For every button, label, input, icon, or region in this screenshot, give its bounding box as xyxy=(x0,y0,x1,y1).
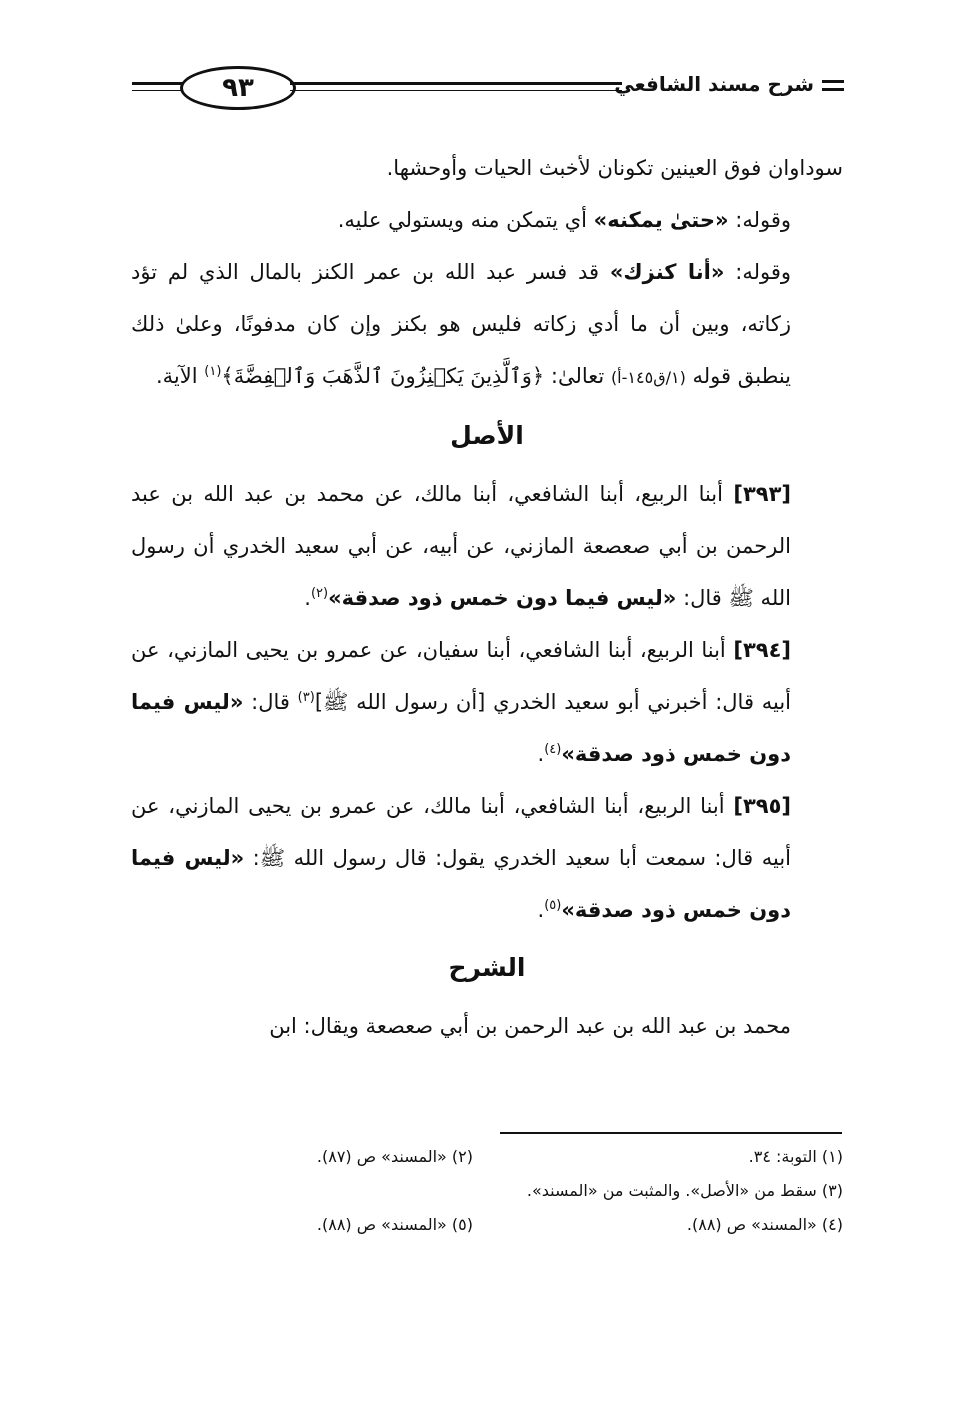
commentary-start: محمد بن عبد الله بن عبد الرحمن بن أبي صعصعة ويقال: ابن xyxy=(269,1014,791,1038)
paragraph-continuation: سوداوان فوق العينين تكونان لأخبث الحيات وأوحشها. xyxy=(386,156,843,180)
header-rule-middle xyxy=(290,82,622,85)
footnote-row xyxy=(131,1140,843,1174)
page-number-badge xyxy=(180,66,296,110)
footnote-1: (١) التوبة: ٣٤. xyxy=(748,1147,843,1166)
hadith-395: [٣٩٥] أبنا الربيع، أبنا الشافعي، أبنا مالك، عن عمرو بن يحيى المازني، عن أبيه قال: سمعت أبا سعيد الخدري يقول: قال رسول الله ﷺ: «ليس فيما دون خمس ذود صدقة»$^{(٥)}$. xyxy=(131,794,791,922)
quoted-phrase: «حتىٰ يمكنه» xyxy=(593,208,729,232)
hadith-quote: «ليس فيما دون خمس ذود صدقة» xyxy=(131,690,791,766)
footnote-2: (٢) «المسند» ص (٨٧). xyxy=(316,1147,473,1166)
page-number: ٩٣ xyxy=(222,73,254,103)
footnote-5: (٥) «المسند» ص (٨٨). xyxy=(316,1215,473,1234)
footnote-3: (٣) سقط من «الأصل». والمثبت من «المسند». xyxy=(526,1181,843,1200)
hadith-394: [٣٩٤] أبنا الربيع، أبنا الشافعي، أبنا سفيان، عن عمرو بن يحيى المازني، عن أبيه قال: أخبرني أبو سعيد الخدري [أن رسول الله ﷺ]$^{(٣)}$ قال: «ليس فيما دون خمس ذود صدقة»$^{(٤)}$. xyxy=(131,638,792,766)
footnote-separator xyxy=(500,1132,842,1134)
footnotes xyxy=(131,1140,843,1242)
paragraph-kanz: وقوله: «أنا كنزك» قد فسر عبد الله بن عمر الكنز بالمال الذي لم تؤد زكاته، وبين أن ما أدي زكاته فليس هو بكنز وإن كان مدفونًا، وعلىٰ ذلك ينطبق قوله (١/ق١٤٥-أ) تعالىٰ: ﴿وَٱلَّذِينَ يَكۡنِزُونَ ٱلذَّهَبَ وَٱلۡفِضَّةَ﴾$^{(١)}$ الآية. xyxy=(131,260,792,388)
footnote-ref: (٥) xyxy=(544,898,562,913)
hadith-393: [٣٩٣] أبنا الربيع، أبنا الشافعي، أبنا مالك، عن محمد بن عبد الله بن عبد الرحمن بن أبي صعصعة المازني، عن أبيه، عن أبي سعيد الخدري أن رسول الله ﷺ قال: «ليس فيما دون خمس ذود صدقة»$^{(٢)}$. xyxy=(131,482,791,610)
manuscript-marker: (١/ق١٤٥-أ) xyxy=(610,368,686,387)
hadith-quote: «ليس فيما دون خمس ذود صدقة» xyxy=(131,846,791,922)
heading-sharh: الشرح xyxy=(448,953,526,982)
hadith-number: [٣٩٥] xyxy=(733,794,791,818)
heading-asl: الأصل xyxy=(450,421,524,450)
main-text xyxy=(131,142,843,1052)
hadith-number: [٣٩٣] xyxy=(733,482,791,506)
footnote-ref: (١) xyxy=(204,364,222,379)
paragraph-hatta: وقوله: «حتىٰ يمكنه» أي يتمكن منه ويستولي عليه. xyxy=(337,208,791,232)
footnote-4: (٤) «المسند» ص (٨٨). xyxy=(686,1215,843,1234)
footnote-row xyxy=(131,1174,843,1208)
footnote-ref: (٣) xyxy=(297,690,315,705)
running-title: شرح مسند الشافعي xyxy=(614,72,814,96)
hadith-quote: «ليس فيما دون خمس ذود صدقة» xyxy=(328,586,677,610)
quoted-phrase: «أنا كنزك» xyxy=(609,260,725,284)
footnote-ref: (٢) xyxy=(310,586,329,601)
hadith-number: [٣٩٤] xyxy=(733,638,791,662)
header-rule-middle-thin xyxy=(290,90,622,91)
footnote-ref: (٤) xyxy=(544,742,562,757)
title-equals-mark xyxy=(822,80,844,96)
page-header xyxy=(132,62,844,114)
quran-quote: ﴿وَٱلَّذِينَ يَكۡنِزُونَ ٱلذَّهَبَ وَٱلۡفِضَّةَ﴾ xyxy=(221,364,545,388)
footnote-row xyxy=(131,1208,843,1242)
